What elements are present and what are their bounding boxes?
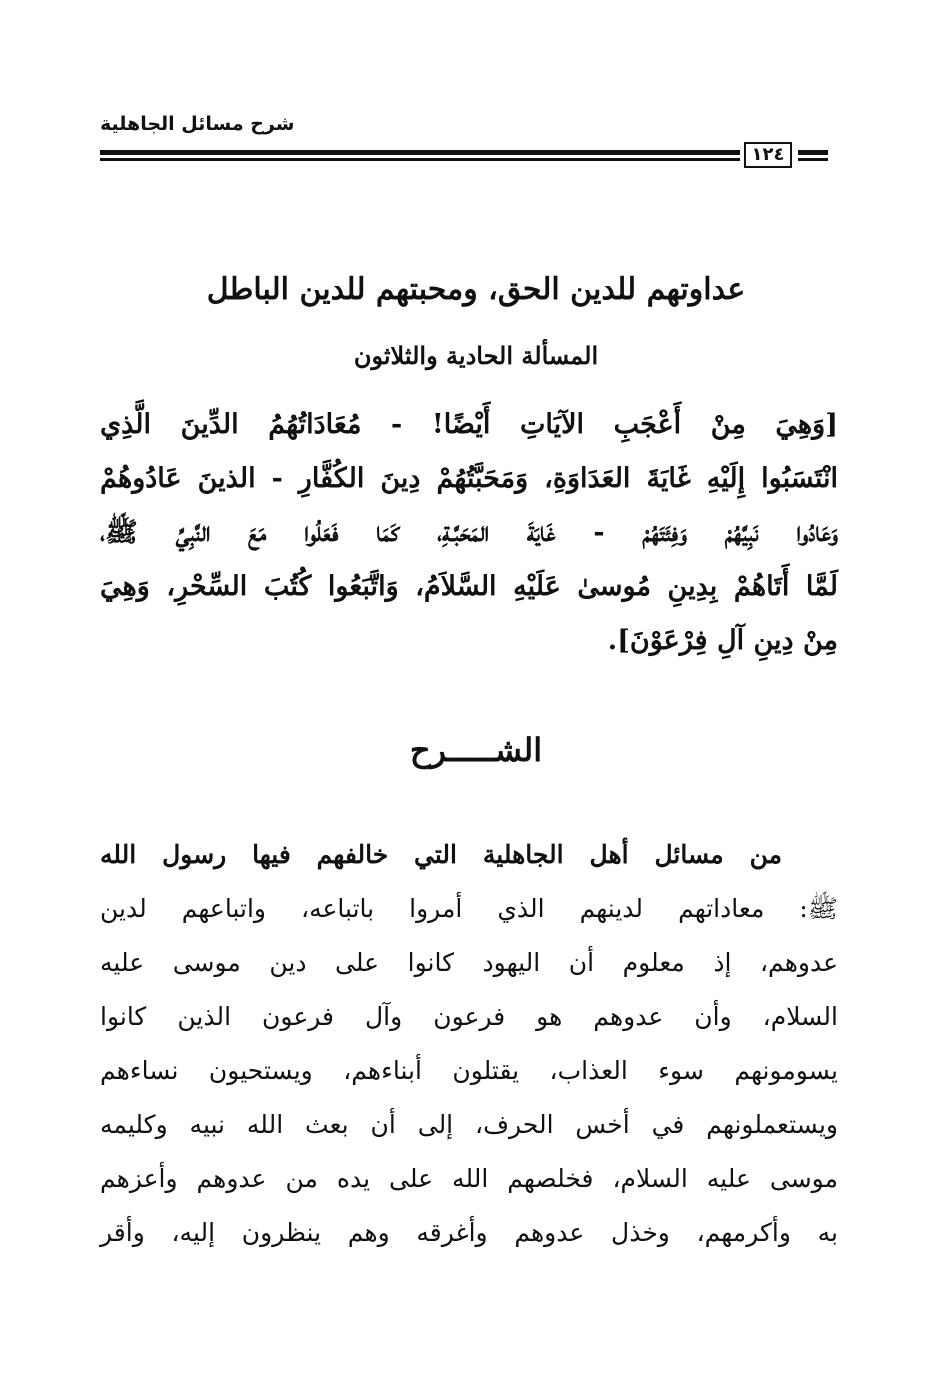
body-line: ويستعملونهم في أخس الحرف، إلى أن بعث الله نبيه وكليمه	[100, 1110, 838, 1139]
chapter-title: عداوتهم للدين الحق، ومحبتهم للدين الباطل	[206, 272, 746, 307]
chapter-subtitle: المسألة الحادية والثلاثون	[353, 341, 599, 370]
matn-line: لَمَّا أَتَاهُمْ بِدِينِ مُوسىٰ عَلَيْهِ السَّلاَمُ، وَاتَّبَعُوا كُتُبَ السِّحْرِ، وَهِيَ	[100, 571, 838, 602]
page-number: ١٢٤	[744, 142, 792, 168]
matn-line: مِنْ دِينِ آلِ فِرْعَوْنَ].	[607, 625, 838, 656]
running-header-title: شرح مسائل الجاهلية	[100, 113, 295, 135]
matn-text	[100, 398, 838, 668]
body-line: يسومونهم سوء العذاب، يقتلون أبناءهم، ويستحيون نساءهم	[100, 1056, 838, 1085]
header-rule-thin	[100, 158, 740, 161]
body-line: ﷺ: معاداتهم لدينهم الذي أمروا باتباعه، واتباعهم لدين	[100, 894, 838, 923]
header-rule-right-thick	[798, 150, 828, 155]
commentary-body	[100, 828, 838, 1260]
commentary-heading: الشـــــرح	[409, 731, 543, 769]
header-rule-right-thin	[798, 158, 828, 161]
body-line: السلام، وأن عدوهم هو فرعون وآل فرعون الذين كانوا	[100, 1002, 838, 1031]
body-line: موسى عليه السلام، فخلصهم الله على يده من عدوهم وأعزهم	[100, 1164, 838, 1193]
header-rule	[100, 148, 740, 166]
body-line: به وأكرمهم، وخذل عدوهم وأغرقه وهم ينظرون إليه، وأقر	[100, 1218, 838, 1247]
header-rule-thick	[100, 150, 740, 155]
body-line: من مسائل أهل الجاهلية التي خالفهم فيها رسول الله	[100, 840, 782, 869]
body-line: عدوهم، إذ معلوم أن اليهود كانوا على دين موسى عليه	[100, 948, 838, 977]
matn-line: [وَهِيَ مِنْ أَعْجَبِ الآيَاتِ أَيْضًا! - مُعَادَاتُهُمُ الدِّينَ الَّذِي	[100, 409, 838, 440]
matn-line: وَعَادُوا نَبِيَّهُمْ وَفِئَتَهُمْ - غَايَةَ المَحَبَّـةِ، كَمَا فَعَلُوا مَعَ النَّبِيِّ ﷺ،	[100, 517, 838, 548]
matn-line: انْتَسَبُوا إِلَيْهِ غَايَةَ العَدَاوَةِ، وَمَحَبَّتُهُمْ دِينَ الكُفَّارِ - الذينَ عَادُوهُمْ	[100, 463, 838, 494]
